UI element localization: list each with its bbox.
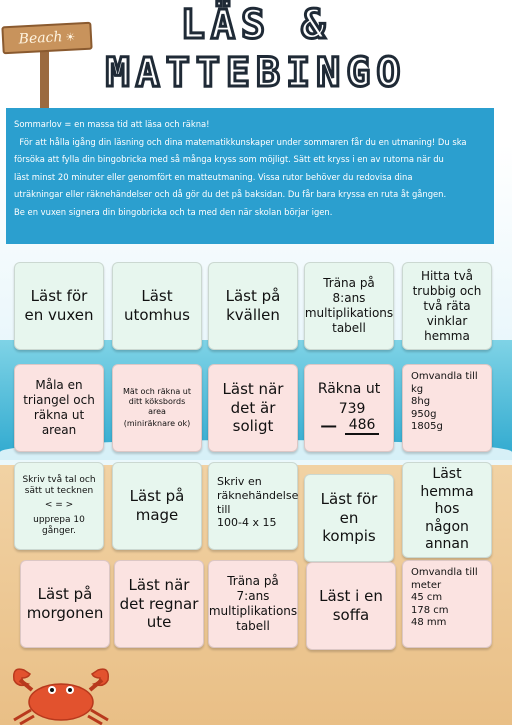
cell-text: Läst i en soffa xyxy=(319,587,383,624)
bingo-cell[interactable] xyxy=(20,560,110,648)
crab-icon xyxy=(6,650,116,725)
cell-text: Läst när det regnar ute xyxy=(119,575,199,632)
bingo-cell[interactable] xyxy=(306,562,396,650)
title-line-1: LÄS & xyxy=(180,2,332,48)
cell-symbols: < = > xyxy=(44,500,74,511)
cell-line: 1805g xyxy=(411,421,443,432)
cell-text: upprepa 10 gånger. xyxy=(33,514,85,536)
cell-text: Läst på kvällen xyxy=(225,287,281,324)
bingo-cell[interactable] xyxy=(114,560,204,648)
bingo-cell[interactable] xyxy=(208,262,298,350)
minuend: 739 xyxy=(338,400,366,417)
cell-expression: 100-4 x 15 xyxy=(217,516,277,530)
bingo-cell[interactable] xyxy=(208,462,298,550)
cell-text: Hitta två trubbig och två räta vinklar hemma xyxy=(412,268,482,343)
cell-text: Läst utomhus xyxy=(123,287,190,324)
cell-text: Läst på mage xyxy=(129,487,185,524)
intro-line: uträkningar eller räknehändelser och då gör du det på baksidan. Du får bara kryssa en ruta åt gången. xyxy=(14,189,447,199)
minus-sign: − xyxy=(318,411,339,440)
sun-icon: ☀ xyxy=(65,30,76,44)
bingo-cell[interactable] xyxy=(304,262,394,350)
intro-line: Be en vuxen signera din bingobricka och ta med den när skolan börjar igen. xyxy=(14,206,333,217)
bingo-cell[interactable] xyxy=(304,364,394,452)
intro-line: Sommarlov = en massa tid att läsa och räkna! xyxy=(14,119,210,129)
bingo-cell[interactable] xyxy=(14,364,104,452)
cell-text: Skriv en räknehändelse till xyxy=(217,475,299,516)
cell-text: Måla en triangel och räkna ut arean xyxy=(23,378,95,437)
intro-line: För att hålla igång din läsning och dina matematikkunskaper under sommaren får du en utmaning! Du ska xyxy=(14,136,467,147)
bingo-cell[interactable] xyxy=(14,462,104,550)
cell-line: kg xyxy=(411,383,424,395)
bingo-cell[interactable] xyxy=(402,262,492,350)
intro-box xyxy=(6,108,494,244)
cell-line: 950g xyxy=(411,408,437,420)
intro-line: läst minst 20 minuter eller genomfört en matteutmaning. Vissa rutor behöver du redovisa dina xyxy=(14,171,413,182)
cell-note: (miniräknare ok) xyxy=(123,419,191,428)
cell-text: Läst på morgonen xyxy=(26,585,104,622)
cell-text: Läst för en vuxen xyxy=(24,287,94,324)
cell-line: 48 mm xyxy=(411,617,447,628)
bingo-cell[interactable] xyxy=(112,262,202,350)
intro-line: försöka att fylla din bingobricka med så många kryss som möjligt. Sätt ett kryss i en av rutorna när du xyxy=(14,154,444,164)
bingo-cell[interactable] xyxy=(208,364,298,452)
cell-text: Läst när det är soligt xyxy=(222,379,284,436)
cell-line: 8hg xyxy=(411,396,431,407)
cell-text: Läst för en kompis xyxy=(320,489,378,546)
cell-text: Träna på 7:ans multiplikations tabell xyxy=(208,574,298,633)
bingo-cell[interactable] xyxy=(402,560,492,648)
bingo-cell[interactable] xyxy=(14,262,104,350)
cell-title: Omvandla till meter xyxy=(411,567,478,591)
bingo-cell[interactable] xyxy=(402,462,492,558)
cell-text: Träna på 8:ans multiplikations tabell xyxy=(304,276,394,335)
bingo-cell[interactable] xyxy=(112,364,202,452)
cell-text: Läst hemma hos någon annan xyxy=(420,466,474,553)
cell-title: Omvandla till xyxy=(411,371,478,382)
cell-line: 45 cm xyxy=(411,592,443,603)
cell-text: Mät och räkna ut ditt köksbords area xyxy=(123,387,191,416)
bingo-cell[interactable] xyxy=(112,462,202,550)
beach-sign-label: Beach xyxy=(18,29,63,48)
bingo-cell[interactable] xyxy=(304,474,394,562)
bingo-cell[interactable] xyxy=(208,560,298,648)
subtraction-problem xyxy=(318,400,380,440)
bingo-cell[interactable] xyxy=(402,364,492,452)
cell-title: Räkna ut xyxy=(317,381,381,398)
bingo-grid xyxy=(14,262,500,662)
title-line-2: MATTEBINGO xyxy=(105,50,407,96)
cell-line: 178 cm xyxy=(411,604,449,616)
cell-text: Skriv två tal och sätt ut tecknen xyxy=(22,474,96,497)
subtrahend: 486 xyxy=(345,417,380,435)
